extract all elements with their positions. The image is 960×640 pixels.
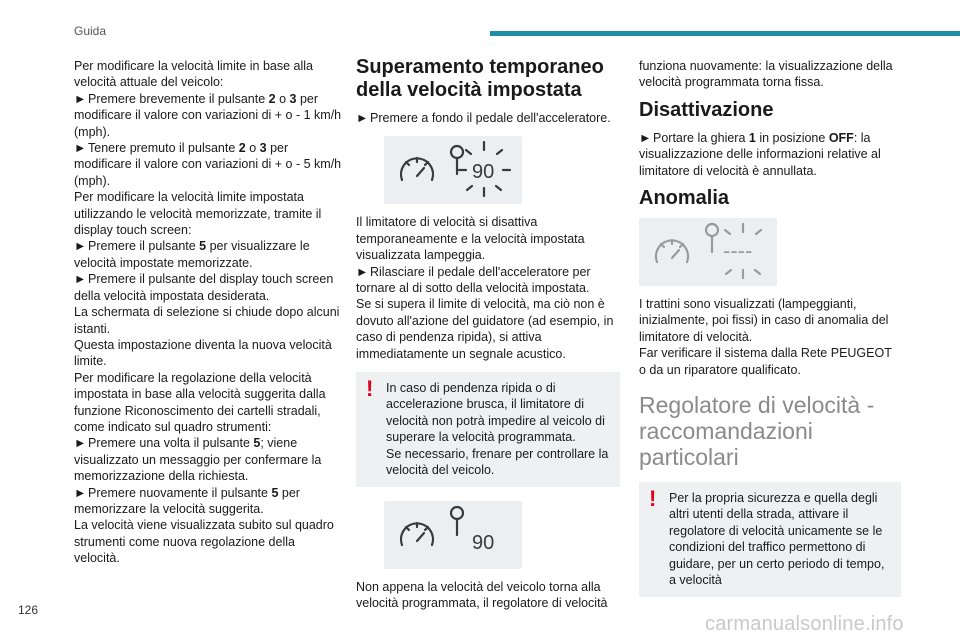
arrow-icon: ► [74, 436, 87, 451]
exclamation-icon: ! [649, 486, 657, 512]
warning-box [356, 372, 620, 486]
set-speed-value: 90 [472, 531, 495, 554]
warning-text: Per la propria sicurezza e quella degli altri utenti della strada, attivare il regolatore di velocità unicamente se le condizioni del traffico permettono di guidare, per un certo periodo di tempo, a velocità [669, 491, 885, 588]
speedometer-icon [384, 501, 522, 569]
paragraph: I trattini sono visualizzati (lampeggianti, inizialmente, poi fissi) in caso di anomalia del limitatore di velocità. [639, 297, 889, 344]
bullet-item: ► Premere una volta il pulsante 5; viene visualizzato un messaggio per confermare la memorizzazione della richiesta. [74, 436, 322, 484]
bullet-item: ► Premere il pulsante del display touch screen della velocità impostata desiderata. [74, 272, 334, 303]
paragraph: funziona nuovamente: la visualizzazione della velocità programmata torna fissa. [639, 59, 893, 90]
arrow-icon: ► [639, 130, 652, 145]
paragraph: Non appena la velocità del veicolo torna alla velocità programmata, il regolatore di velocità [356, 579, 608, 610]
section-heading-light: Regolatore di velocità - raccomandazioni particolari [639, 392, 875, 471]
paragraph: Se si supera il limite di velocità, ma ciò non è dovuto all'azione del guidatore (ad esempio, in caso di pendenza ripida), si attiva immediatamente un segnale acustico. [356, 297, 614, 361]
set-speed-value: 90 [472, 161, 495, 184]
paragraph: Per modificare la velocità limite impostata utilizzando le velocità memorizzate, tramite il display touch screen: [74, 190, 322, 238]
bullet-item: ► Tenere premuto il pulsante 2 o 3 per modificare il valore con variazioni di + o - 5 km/h (mph). [74, 141, 342, 188]
arrow-icon: ► [356, 111, 369, 125]
arrow-icon: ► [356, 264, 369, 279]
arrow-icon: ► [74, 485, 87, 500]
bullet-item: ► Premere nuovamente il pulsante 5 per memorizzare la velocità suggerita. [74, 485, 300, 516]
bullet-item: ► Rilasciare il pedale dell'acceleratore per tornare al di sotto della velocità impostata. [356, 264, 591, 296]
speedometer-icon [639, 218, 777, 286]
arrow-icon: ► [74, 239, 87, 254]
warning-text: In caso di pendenza ripida o di accelerazione brusca, il limitatore di velocità non potrà impedire al veicolo di superare la velocità programmata. [386, 381, 605, 445]
anomaly-illustration [639, 218, 777, 286]
speed-limiter-flashing-illustration [384, 136, 522, 204]
section-heading: Disattivazione [639, 98, 774, 121]
warning-text: Se necessario, frenare per controllare la velocità del veicolo. [386, 446, 609, 478]
paragraph: Per modificare la regolazione della velocità impostata in base alla velocità suggerita dalla funzione Riconoscimento dei cartelli stradali, come indicato sul quadro strumenti: [74, 370, 326, 434]
running-header: Guida [74, 24, 107, 38]
paragraph: Il limitatore di velocità si disattiva temporaneamente e la velocità impostata visualizzata lampeggia. [356, 215, 585, 263]
header-accent-bar [490, 31, 960, 36]
paragraph: La schermata di selezione si chiude dopo alcuni istanti. [74, 305, 340, 336]
arrow-icon: ► [74, 272, 87, 287]
arrow-icon: ► [74, 141, 87, 156]
bullet-item: ► Premere il pulsante 5 per visualizzare le velocità impostate memorizzate. [74, 239, 310, 270]
column-2 [356, 56, 620, 611]
bullet-item: ► Premere a fondo il pedale dell'acceleratore. [356, 111, 611, 125]
paragraph: La velocità viene visualizzata subito sul quadro strumenti come nuova regolazione della velocità. [74, 518, 334, 566]
column-1 [74, 58, 344, 567]
section-heading: Superamento temporaneo della velocità impostata [356, 56, 604, 101]
paragraph: Per modificare la velocità limite in base alla velocità attuale del veicolo: [74, 59, 313, 90]
column-3 [639, 58, 901, 609]
arrow-icon: ► [74, 91, 87, 106]
warning-box [639, 482, 901, 596]
bullet-item: ► Portare la ghiera 1 in posizione OFF: la visualizzazione delle informazioni relative al limitatore di velocità è annullata. [639, 130, 881, 178]
bullet-item: ► Premere brevemente il pulsante 2 o 3 per modificare il valore con variazioni di + o - 1 km/h (mph). [74, 91, 342, 139]
paragraph: Questa impostazione diventa la nuova velocità limite. [74, 337, 332, 369]
paragraph: Far verificare il sistema dalla Rete PEUGEOT o da un riparatore qualificato. [639, 346, 892, 377]
watermark: carmanualsonline.info [705, 613, 904, 635]
section-heading: Anomalia [639, 187, 730, 210]
anomaly-dashes: ---- [723, 238, 753, 264]
exclamation-icon: ! [366, 376, 374, 402]
speedometer-icon [384, 136, 522, 204]
page-number: 126 [18, 603, 39, 617]
speed-limiter-fixed-illustration [384, 501, 522, 569]
